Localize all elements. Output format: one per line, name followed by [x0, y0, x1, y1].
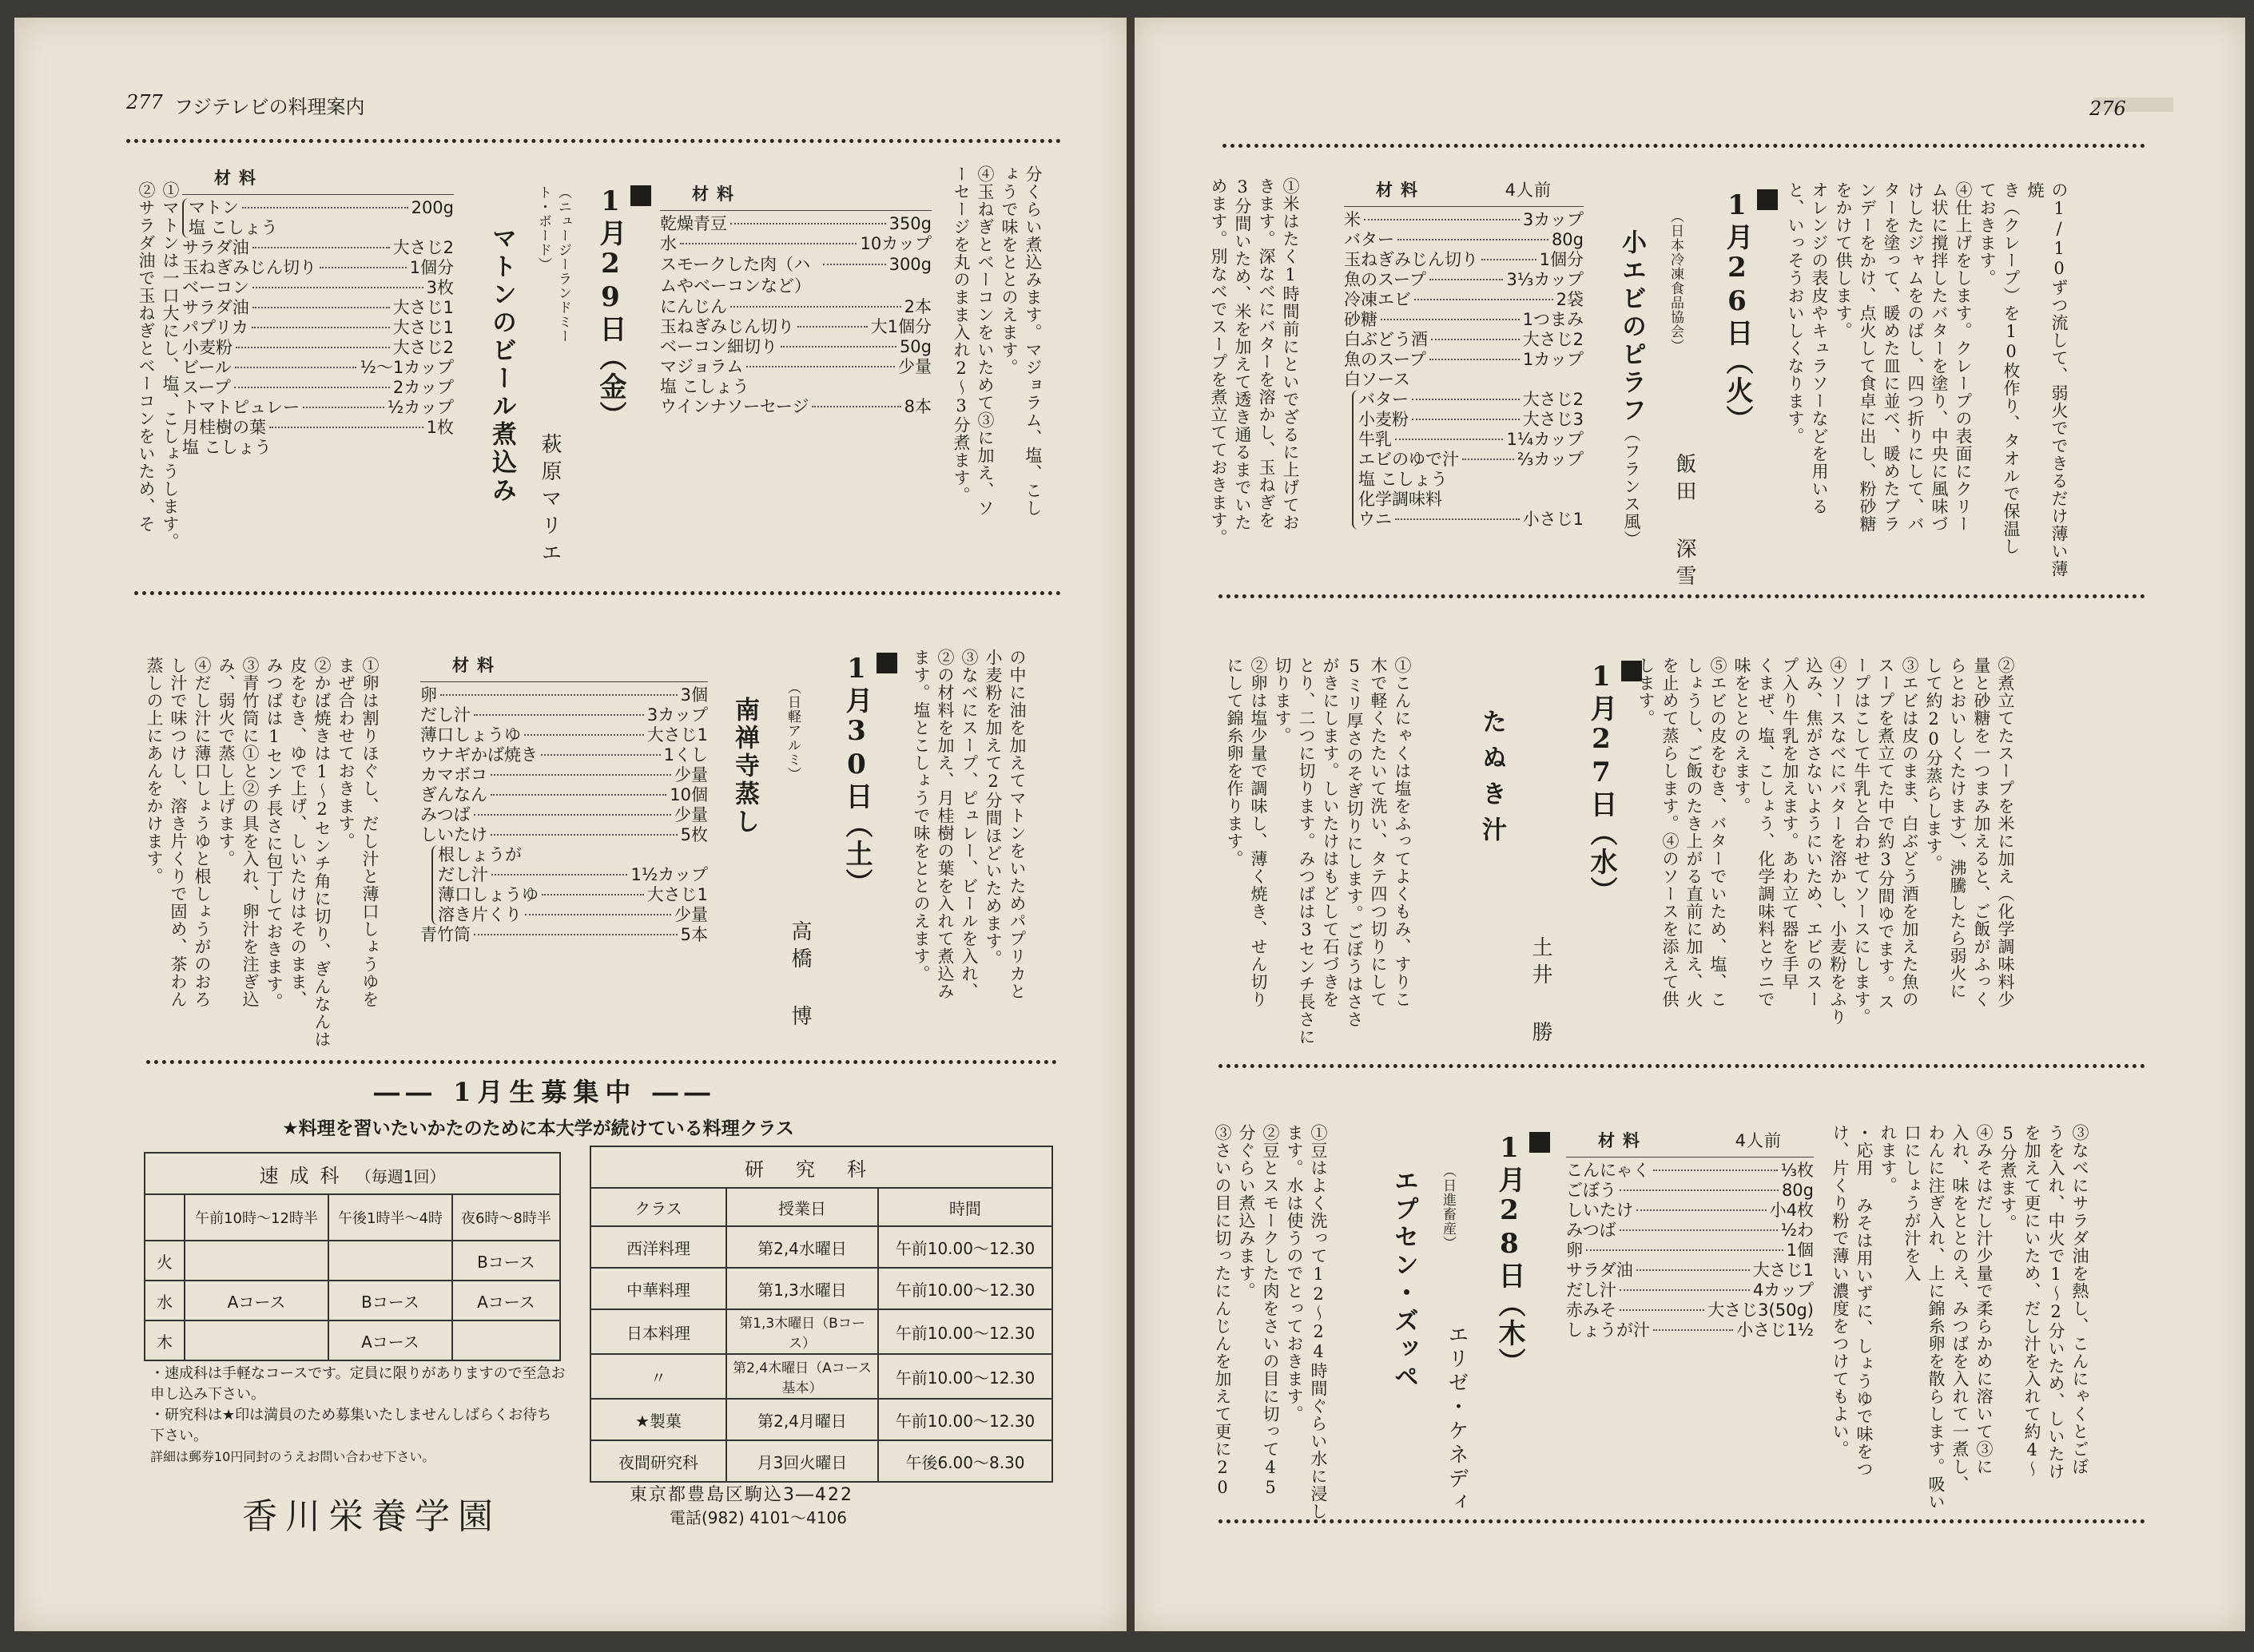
column-header: 夜6時〜8時半: [452, 1194, 560, 1241]
ingredient-row: だし汁 4カップ: [1566, 1281, 1814, 1300]
ingredient-row: マトン 200g: [189, 198, 454, 217]
ingredient-row: 小麦粉 大さじ3: [1358, 410, 1584, 429]
ingredients-heading: 材料: [1376, 181, 1425, 200]
kenkyu-title: 研究科: [590, 1146, 1052, 1188]
ingredient-row: トマトピュレー ½カップ: [182, 398, 454, 417]
pilaf-steps-part1: ①米はたく1時間前にといでざるに上げてお きます。深なべにバターを溶かし、玉ねぎを 3分間いため、米を加えて透き通るまでいた めます。別なべでスープを煮立てておきます。: [1209, 177, 1300, 546]
ingredient-row: ごぼう 80g: [1566, 1181, 1814, 1200]
ingredient-row: 青竹筒 5本: [420, 925, 708, 944]
ingredient-row: 魚のスープ 3⅓カップ: [1344, 270, 1584, 289]
ingredient-row: みつば 少量: [420, 805, 708, 824]
ingredient-row: 砂糖 1つまみ: [1344, 310, 1584, 329]
recipe-title: エプセン・ズッペ: [1389, 1168, 1418, 1392]
recipe-author: 飯田 深雪: [1672, 453, 1696, 592]
left-page: [14, 18, 1127, 1631]
ingredient-row: 塩 こしょう: [182, 438, 272, 457]
ingredient-row: 根しょうが: [438, 845, 522, 864]
ingredient-row: こんにゃく ⅓枚: [1566, 1161, 1814, 1180]
ingredient-row: バター 80g: [1344, 230, 1584, 249]
ingredient-row: 化学調味料: [1358, 490, 1442, 509]
ingredient-row: だし汁 3カップ: [420, 705, 708, 725]
ingredient-row: 薄口しょうゆ 大さじ1: [438, 885, 708, 904]
servings: 4人前: [1735, 1131, 1782, 1150]
peas-ingredients: [660, 181, 932, 417]
ingredient-row: しいたけ 小4枚: [1566, 1201, 1814, 1220]
table-row: 西洋料理 第2,4水曜日 午前10.00〜12.30: [590, 1226, 1052, 1268]
table-row: ★製菓 第2,4月曜日 午前10.00〜12.30: [590, 1399, 1052, 1440]
column-header: 午前10時〜12時半: [185, 1194, 328, 1241]
ingredient-row: ウナギかば焼き 1くし: [420, 745, 708, 764]
ingredient-row: 薄口しょうゆ 大さじ1: [420, 725, 708, 745]
sokusei-schedule-table: [144, 1152, 561, 1361]
ad-headline: ―― 1月生募集中 ――: [374, 1077, 717, 1107]
recipe-sponsor: （ニュージーランドミート・ボード）: [535, 185, 571, 344]
ingredients-heading: 材料: [214, 169, 264, 188]
ingredient-row: しょうが汁 小さじ1½: [1566, 1320, 1814, 1340]
table-row: 夜間研究科 月3回火曜日 午後6.00〜8.30: [590, 1440, 1052, 1482]
recipe-title: 南禅寺蒸し: [730, 697, 759, 836]
ingredient-row: 冷凍エビ 2袋: [1344, 290, 1584, 309]
ingredient-row: 玉ねぎみじん切り 1個分: [1344, 250, 1584, 269]
ingredient-row: ベーコン 3枚: [182, 278, 454, 297]
recipe-sponsor: （日進畜産）: [1440, 1164, 1456, 1250]
school-phone: 電話(982) 4101〜4106: [670, 1508, 847, 1527]
ingredient-row: パプリカ 大さじ1: [182, 318, 454, 337]
ingredient-row: 乾燥青豆 350g: [660, 214, 932, 233]
recipe-title: マトンのビール煮込み: [487, 225, 516, 505]
pilaf-steps-part2: ②煮立てたスープを米に加え（化学調味料少 量と砂糖を一つまみ加えると、ご飯がふっく らとおいしくたけます）、沸騰したら弱火に して約20分蒸らします。 ③エビは皮のまま、白ぶどう酒を加えた魚の スープを煮立てた中で約3分間ゆでます。ス ープはこして牛乳と合わせてソースにします。 ④ソースなべにバターを溶かし、小麦粉をふり 込み、焦がさないようにいため、エビのスー プ入り牛乳を加えます。あわ立て器を手早 くまぜ、塩、こしょう、化学調味料とウニで 味をととのえます。 ⑤エビの皮をむき、バターでいため、塩、こ しょうし、ご飯のたき上がる直前に加え、火 を止めて蒸らします。④のソースを添えて供 します。: [1636, 657, 2015, 1026]
recipe-title: 小エビのピラフ（フランス風）: [1617, 229, 1646, 548]
erbsen-steps: ①豆はよく洗って12〜24時間ぐらい水に浸し ます。水は使うのでとっておきます。 ②豆とスモークした肉をさいの目に切って45 分ぐらい煮込みます。 ③さいの目に切ったにんじんを加えて更に20: [1213, 1124, 1328, 1520]
table-row: 〃 第2,4木曜日（Aコース基本） 午前10.00〜12.30: [590, 1354, 1052, 1399]
ingredient-row: みつば ½わ: [1566, 1221, 1814, 1240]
peas-steps: 分くらい煮込みます。マジョラム、塩、こし ょうで味をととのえます。 ④玉ねぎとベーコンをいためて③に加え、ソ ーセージを丸のまま入れ2〜3分煮ます。: [952, 165, 1043, 517]
section-rule: [1218, 594, 2145, 598]
ingredient-row: 白ぶどう酒 大さじ2: [1344, 330, 1584, 349]
ingredient-row: 卵 3個: [420, 685, 708, 705]
table-row: 日本料理 第1,3木曜日（Bコース） 午前10.00〜12.30: [590, 1309, 1052, 1354]
top-rule: [1222, 144, 2145, 148]
recipe-date: 1月28日（木）: [1490, 1132, 1550, 1376]
ingredients-heading: 材料: [452, 656, 502, 675]
ingredient-row: バター 大さじ2: [1358, 390, 1584, 409]
running-head: フジテレビの料理案内: [174, 96, 365, 118]
column-header: 時間: [878, 1188, 1052, 1226]
page-number: 276: [2089, 97, 2126, 120]
recipe-date: 1月27日（水）: [1582, 661, 1642, 905]
pilaf-ingredients: [1344, 177, 1584, 530]
ad-note: ・速成科は手軽なコースです。定員に限りがありますので至急お申し込み下さい。: [150, 1365, 566, 1403]
ingredient-row: ウニ 小さじ1: [1358, 510, 1584, 529]
ingredient-row: 塩 こしょう: [189, 218, 278, 237]
ingredient-row: 水 10カップ: [660, 234, 932, 253]
right-page: [1135, 18, 2245, 1631]
crepe-steps: の1/10ずつ流して、弱火でできるだけ薄い薄焼 き（クレープ）を10枚作り、タオルで保温し ておきます。 ④仕上げをします。クレープの表面にクリー ム状に撹拌したバターを塗り、中央に風味づ けしたジャムをのばし、四つ折りにして、バ ターを塗って、暖めた皿に並べ、暖めたブラ ンデーをかけ、点火して食卓に出し、粉砂糖 をかけて供します。 オレンジの表皮やキュラソーなどを用いる と、いっそうおいしくなります。: [1786, 181, 2069, 578]
table-row: 中華料理 第1,3水曜日 午前10.00〜12.30: [590, 1268, 1052, 1309]
mutton-steps-part1: ①マトンは一口大にし、塩、こしょうします。 ②サラダ油で玉ねぎとベーコンをいため、そ: [137, 181, 180, 550]
school-address: 東京都豊島区駒込3―422: [630, 1485, 853, 1505]
ingredient-row: ベーコン細切り 50g: [660, 337, 932, 356]
table-row: 火 Bコース: [145, 1241, 560, 1281]
ingredient-row: だし汁 1½カップ: [438, 865, 708, 884]
ingredient-row: 塩 こしょう: [1358, 470, 1448, 489]
column-header: クラス: [590, 1188, 726, 1226]
ingredient-row: 小麦粉 大さじ2: [182, 338, 454, 357]
mutton-ingredients: [182, 165, 454, 458]
ingredient-row: 牛乳 1¼カップ: [1358, 430, 1584, 449]
servings: 4人前: [1505, 181, 1552, 200]
ingredient-row: 塩 こしょう: [660, 377, 749, 396]
column-header: 午後1時半〜4時: [328, 1194, 452, 1241]
ingredient-row: エビのゆで汁 ⅔カップ: [1358, 450, 1584, 469]
ingredient-row: サラダ油 大さじ2: [182, 238, 454, 257]
ingredient-row: しいたけ 5枚: [420, 825, 708, 844]
top-rule: [126, 139, 1061, 143]
kenkyu-schedule-table: [590, 1146, 1053, 1483]
page-number: 277: [126, 91, 163, 113]
section-rule: [134, 591, 1061, 595]
table-row: 水 Aコース Bコース Aコース: [145, 1281, 560, 1320]
table-row: 木 Aコース: [145, 1320, 560, 1360]
recipe-title: たぬき汁: [1477, 709, 1506, 852]
mutton-steps-part2: の中に油を加えてマトンをいためパプリカと 小麦粉を加えて2分間ほどいためます。 ③なべにスープ、ピュレー、ビールを入れ、 ②の材料を加え、月桂樹の葉を入れて煮込み ます。塩とこしょうで味をととのえます。: [912, 649, 1027, 1000]
ad-notes: [150, 1364, 566, 1467]
ingredient-row: 魚のスープ 1カップ: [1344, 350, 1584, 369]
ingredient-row: スモークした肉（ハムやベーコンなど） 300g: [660, 255, 932, 296]
tanuki-ingredients: [1566, 1128, 1814, 1340]
ingredient-row: 白ソース: [1344, 370, 1410, 389]
recipe-sponsor: （日軽アルミ）: [785, 681, 801, 781]
sokusei-title: 速成科 （毎週1回）: [145, 1153, 560, 1194]
ad-note: 詳細は郵券10円同封のうえお問い合わせ下さい。: [150, 1449, 435, 1464]
recipe-sponsor: （日本冷凍食品協会）: [1668, 209, 1684, 353]
ingredient-row: サラダ油 大さじ1: [1566, 1261, 1814, 1280]
ad-note: ・研究科は★印は満員のため募集いたしませんしばらくお待ち下さい。: [150, 1407, 552, 1444]
ingredient-row: 米 3カップ: [1344, 210, 1584, 229]
ingredient-row: 玉ねぎみじん切り 1個分: [182, 258, 454, 277]
ingredient-row: ぎんなん 10個: [420, 785, 708, 804]
school-name: 香川栄養学園: [242, 1496, 501, 1537]
recipe-author: 土井 勝: [1529, 936, 1552, 1048]
ingredient-row: 月桂樹の葉 1枚: [182, 418, 454, 437]
recipe-author: 高橋 博: [788, 920, 812, 1032]
ingredient-row: 赤みそ 大さじ3(50g): [1566, 1301, 1814, 1320]
column-header: 授業日: [726, 1188, 878, 1226]
ingredient-row: ビール ½〜1カップ: [182, 358, 454, 377]
ingredient-row: サラダ油 大さじ1: [182, 298, 454, 317]
ingredient-row: カマボコ 少量: [420, 765, 708, 784]
bottom-rule: [1218, 1519, 2145, 1523]
recipe-date: 1月26日（火）: [1718, 189, 1778, 434]
ingredients-heading: 材料: [1598, 1131, 1648, 1150]
recipe-author: エリゼ・ケネディ: [1445, 1324, 1469, 1515]
ingredient-row: マジョラム 少量: [660, 357, 932, 376]
nanzenji-steps: ①卵は割りほぐし、だし汁と薄口しょうゆを まぜ合わせておきます。 ②かば焼きは1〜2センチ角に切り、ぎんなんは 皮をむき、ゆで上げ、しいたけはそのまま、 みつばは1センチ長さに包丁しておきます。 ③青竹筒に①と②の具を入れ、卵汁を注ぎ込 み、弱火で蒸し上げます。 ④だし汁に薄口しょうゆと根しょうがのおろ し汁で味つけし、溶き片くりで固め、茶わん 蒸しの上にあんをかけます。: [145, 657, 380, 1048]
recipe-date: 1月30日（土）: [837, 653, 897, 897]
ingredient-row: 玉ねぎみじん切り 大1個分: [660, 317, 932, 336]
tanuki-steps-part1: ①こんにゃくは塩をふってよくもみ、すりこ 木で軽くたたいて洗い、タテ四つ切りにして 5ミリ厚さのそぎ切りにします。ごぼうはささ がきにします。しいたけはもどして石づきを とり、二つに切ります。みつばは3センチ長さに 切ります。 ②卵は塩少量で調味し、薄く焼き、せん切り にして錦糸卵を作ります。: [1225, 657, 1412, 1046]
ingredients-heading: 材料: [692, 185, 741, 204]
ingredient-row: 溶き片くり 少量: [438, 905, 708, 924]
recipe-author: 萩原マリエ: [538, 433, 562, 569]
ingredient-row: ウインナソーセージ 8本: [660, 397, 932, 416]
ingredient-row: にんじん 2本: [660, 297, 932, 316]
ingredient-row: 卵 1個: [1566, 1241, 1814, 1260]
section-rule: [146, 1060, 1057, 1064]
tanuki-steps-part2: ③なべにサラダ油を熱し、こんにゃくとごぼ うを入れ、中火で1〜2分いため、しいたけ を加えて更にいため、だし汁を入れて約4〜 5分煮ます。 ④みそはだし汁少量で柔らかめに溶いて③に 入れ、味をととのえ、みつばを入れて一煮し、 わんに注ぎ入れ、上に錦糸卵を散らします。吸い口にしょうが汁を入 れます。 ・応用 みそは用いずに、しょうゆで味をつ け、片くり粉で薄い濃度をつけてもよい。: [1831, 1124, 2089, 1511]
ad-subhead: ★料理を習いたいかたのために本大学が続けている料理クラス: [282, 1118, 794, 1139]
ingredient-row: スープ 2カップ: [182, 378, 454, 397]
section-rule: [1218, 1064, 2145, 1068]
recipe-date: 1月29日（金）: [591, 185, 651, 430]
nanzenji-ingredients: [420, 653, 708, 945]
